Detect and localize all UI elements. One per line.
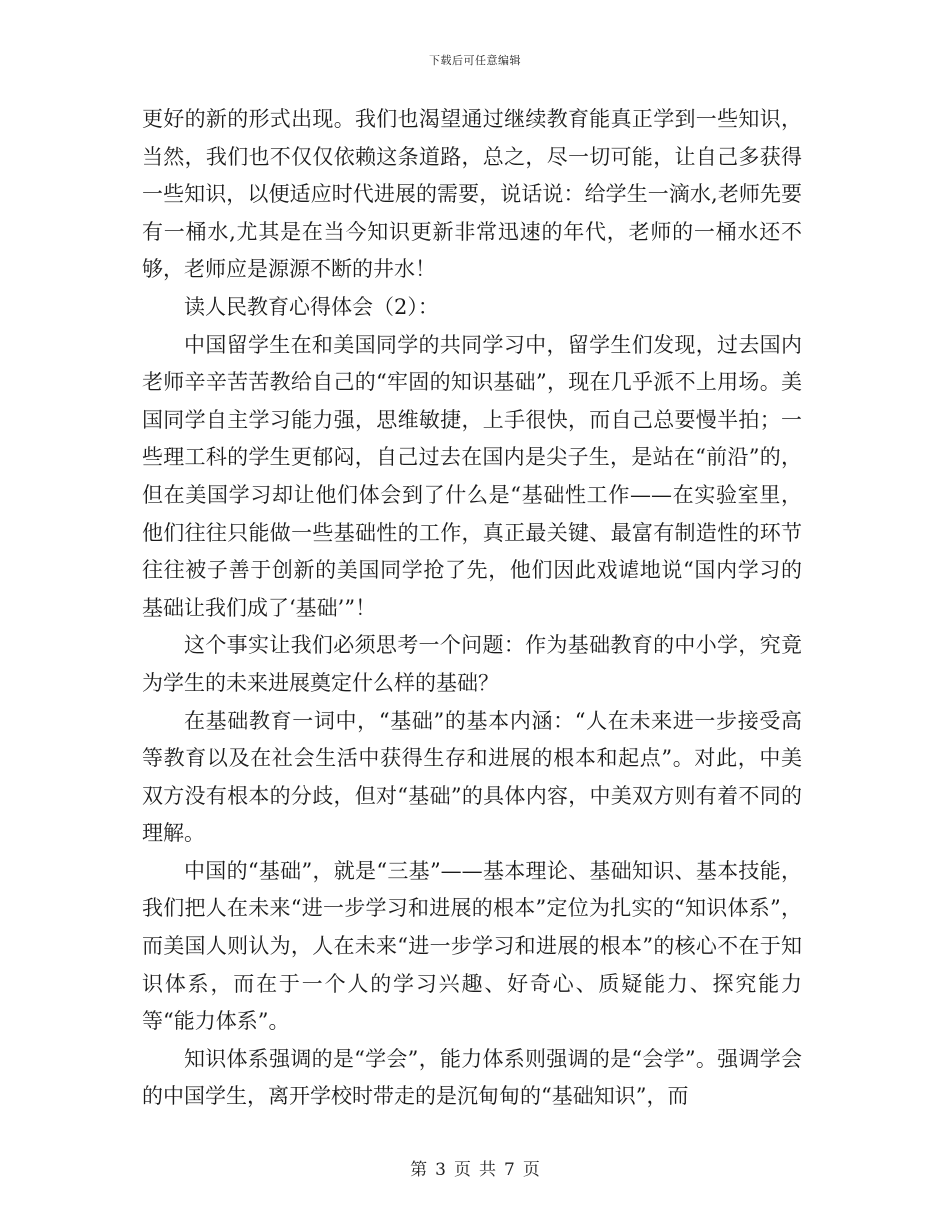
paragraph: 知识体系强调的是“学会”，能力体系则强调的是“会学”。强调学会的中国学生，离开学校时带走的是沉甸甸的“基础知识”，而 [142,1046,802,1109]
paragraph: 中国的“基础”，就是“三基”——基本理论、基础知识、基本技能，我们把人在未来“进一步学习和进展的根本”定位为扎实的“知识体系”，而美国人则认为，人在未来“进一步学习和进展的根本”的核心不在于知识体系，而在于一个人的学习兴趣、好奇心、质疑能力、探究能力等“能力体系”。 [142,858,802,1034]
page-footer [0,1155,950,1180]
page-header: 下载后可任意编辑 [429,54,521,67]
total-pages-number: 7 [504,1160,515,1180]
footer-label-unit: 页 [454,1160,471,1180]
document-body [142,101,802,1116]
paragraph: 这个事实让我们必须思考一个问题：作为基础教育的中小学，究竟为学生的未来进展奠定什么样的基础？ [142,633,802,695]
paragraph: 中国留学生在和美国同学的共同学习中，留学生们发现，过去国内老师辛辛苦苦教给自己的“牢固的知识基础”，现在几乎派不上用场。美国同学自主学习能力强，思维敏捷，上手很快，而自己总要慢半拍；一些理工科的学生更郁闷，自己过去在国内是尖子生，是站在“前沿”的，但在美国学习却让他们体会到了什么是“基础性工作——在实验室里，他们往往只能做一些基础性的工作，真正最关键、最富有制造性的环节往往被子善于创新的美国同学抢了先，他们因此戏谑地说“国内学习的基础让我们成了‘基础’”！ [142,332,802,620]
paragraph: 更好的新的形式出现。我们也渴望通过继续教育能真正学到一些知识，当然，我们也不仅仅依赖这条道路，总之，尽一切可能，让自己多获得一些知识，以便适应时代进展的需要，说话说：给学生一滴水,老师先要有一桶水,尤其是在当今知识更新非常迅速的年代，老师的一桶水还不够，老师应是源源不断的井水！ [142,107,802,282]
footer-label-page: 第 [410,1160,428,1180]
section-heading: 读人民教育心得体会（2）： [184,294,439,319]
paragraph: 在基础教育一词中，“基础”的基本内涵：“人在未来进一步接受高等教育以及在社会生活中获得生存和进展的根本和起点”。对此，中美双方没有根本的分歧，但对“基础”的具体内容，中美双方则有着不同的理解。 [142,708,802,846]
current-page-number: 3 [435,1160,446,1180]
footer-label-total: 共 [479,1160,496,1180]
footer-label-unit2: 页 [522,1160,540,1180]
